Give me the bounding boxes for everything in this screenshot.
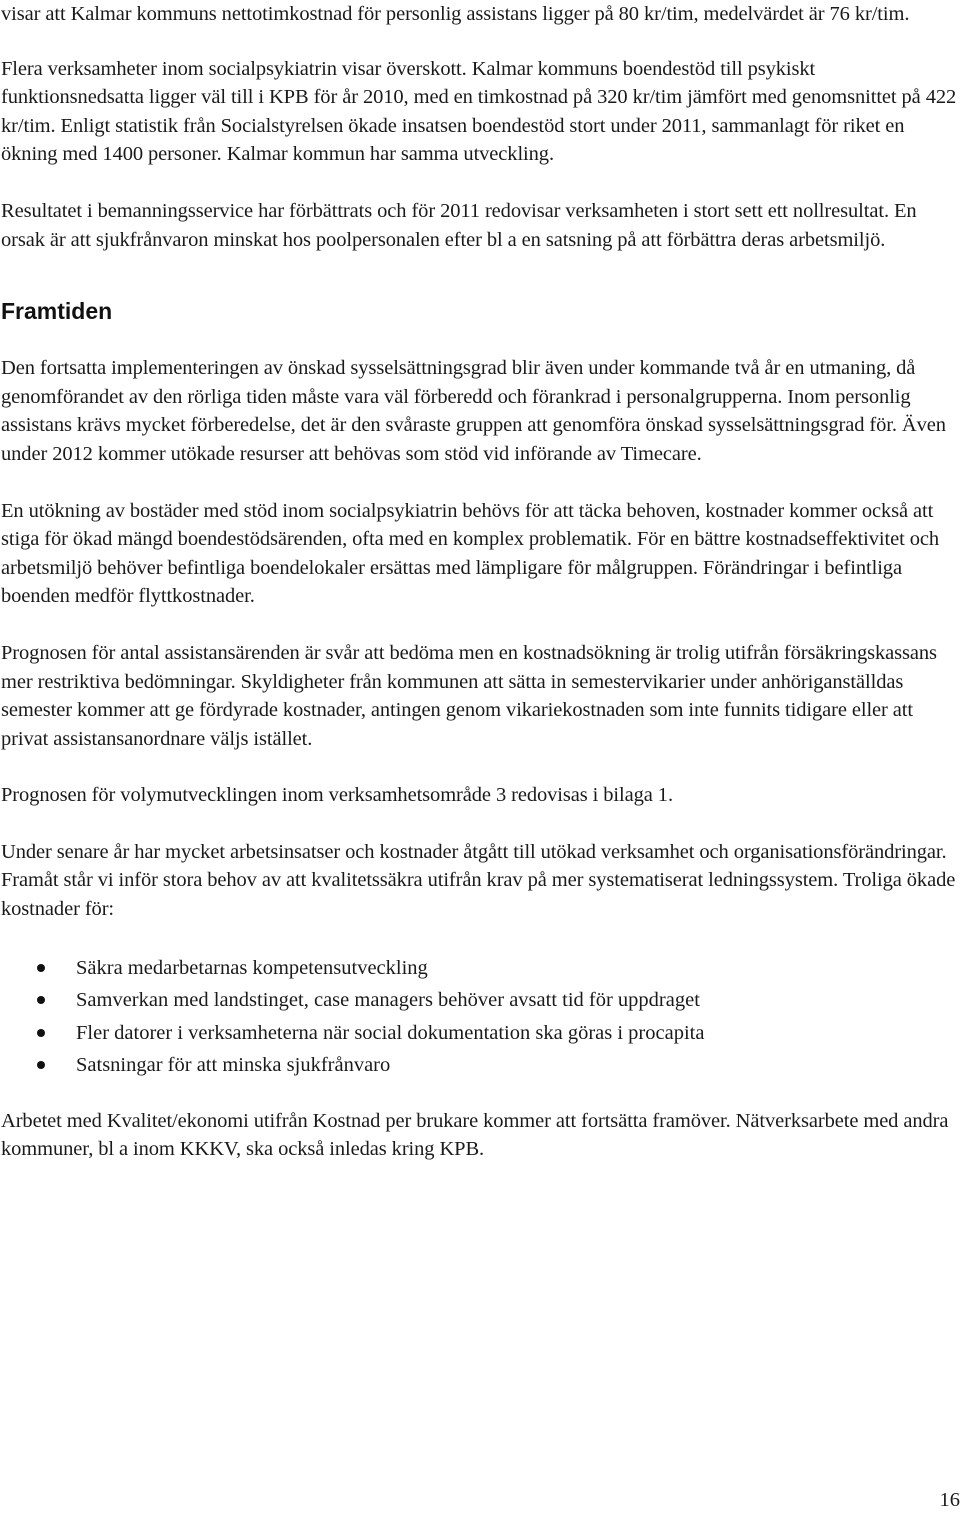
list-item-text: Satsningar för att minska sjukfrånvaro [76, 1054, 391, 1077]
section-paragraph-5: Under senare år har mycket arbetsinsatser och kostnader åtgått till utökad verksamhet och organisationsförändringar. Framåt står vi inför stora behov av att kvalitetssäkra utifrån krav på mer systematiserat ledningssystem. Troliga ökade kostnader för: [1, 840, 956, 921]
list-item-text: Samverkan med landstinget, case managers behöver avsatt tid för uppdraget [76, 989, 700, 1012]
section-heading: Framtiden [1, 298, 113, 325]
cost-bullet-list [1, 952, 959, 1082]
closing-paragraph: Arbetet med Kvalitet/ekonomi utifrån Kostnad per brukare kommer att fortsätta framöver. Nätverksarbete med andra kommuner, bl a inom KKKV, ska också inledas kring KPB. [1, 1109, 949, 1161]
intro-paragraph-3: Resultatet i bemanningsservice har förbättrats och för 2011 redovisar verksamheten i stort sett ett nollresultat. En orsak är att sjukfrånvaron minskat hos poolpersonalen efter bl a en satsning på att förbättra deras arbetsmiljö. [1, 199, 917, 251]
list-item-text: Fler datorer i verksamheterna när social dokumentation ska göras i procapita [76, 1021, 705, 1044]
section-paragraph-3: Prognosen för antal assistansärenden är svår att bedöma men en kostnadsökning är trolig utifrån försäkringskassans mer restriktiva bedömningar. Skyldigheter från kommunen att sätta in semestervikarier under anhöriganställdas semester kommer att ge fördyrade kostnader, antingen genom vikariekostnaden som inte funnits tidigare eller att privat assistansanordnare väljs istället. [1, 641, 937, 750]
list-item [1, 1017, 959, 1050]
bullet-dot-icon [37, 1061, 45, 1069]
section-paragraph-1: Den fortsatta implementeringen av önskad sysselsättningsgrad blir även under kommande två år en utmaning, då genomförandet av den rörliga tiden måste vara väl förberedd och förankrad i personalgrupperna. Inom personlig assistans krävs mycket förberedelse, det är den svåraste gruppen att genomföra önskad sysselsättningsgrad för. Även under 2012 kommer utökade resurser att behövas som stöd vid införande av Timecare. [1, 357, 946, 465]
intro-paragraph-1: visar att Kalmar kommuns nettotimkostnad för personlig assistans ligger på 80 kr/tim, medelvärdet är 76 kr/tim. [1, 3, 910, 25]
list-item-text: Säkra medarbetarnas kompetensutveckling [76, 956, 428, 979]
intro-paragraph-2: Flera verksamheter inom socialpsykiatrin visar överskott. Kalmar kommuns boendestöd till psykiskt funktionsnedsatta ligger väl till i KPB för år 2010, med en timkostnad på 320 kr/tim jämfört med genomsnittet på 422 kr/tim. Enligt statistik från Socialstyrelsen ökade insatsen boendestöd stort under 2011, sammanlagt för riket en ökning med 1400 personer. Kalmar kommun har samma utveckling. [1, 57, 957, 166]
page-number: 16 [939, 1489, 960, 1511]
bullet-dot-icon [37, 964, 45, 972]
list-item [1, 1049, 959, 1082]
list-item [1, 952, 959, 985]
document-body [1, 0, 959, 1192]
bullet-dot-icon [37, 1029, 45, 1037]
section-paragraph-2: En utökning av bostäder med stöd inom socialpsykiatrin behövs för att täcka behoven, kostnader kommer också att stiga för ökad mängd boendestödsärenden, ofta med en komplex problematik. För en bättre kostnadseffektivitet och arbetsmiljö behöver befintliga boendelokaler ersättas med lämpligare för målgruppen. Förändringar i befintliga boenden medför flyttkostnader. [1, 499, 939, 608]
list-item [1, 984, 959, 1017]
section-paragraph-4: Prognosen för volymutvecklingen inom verksamhetsområde 3 redovisas i bilaga 1. [1, 784, 673, 807]
bullet-dot-icon [37, 996, 45, 1004]
